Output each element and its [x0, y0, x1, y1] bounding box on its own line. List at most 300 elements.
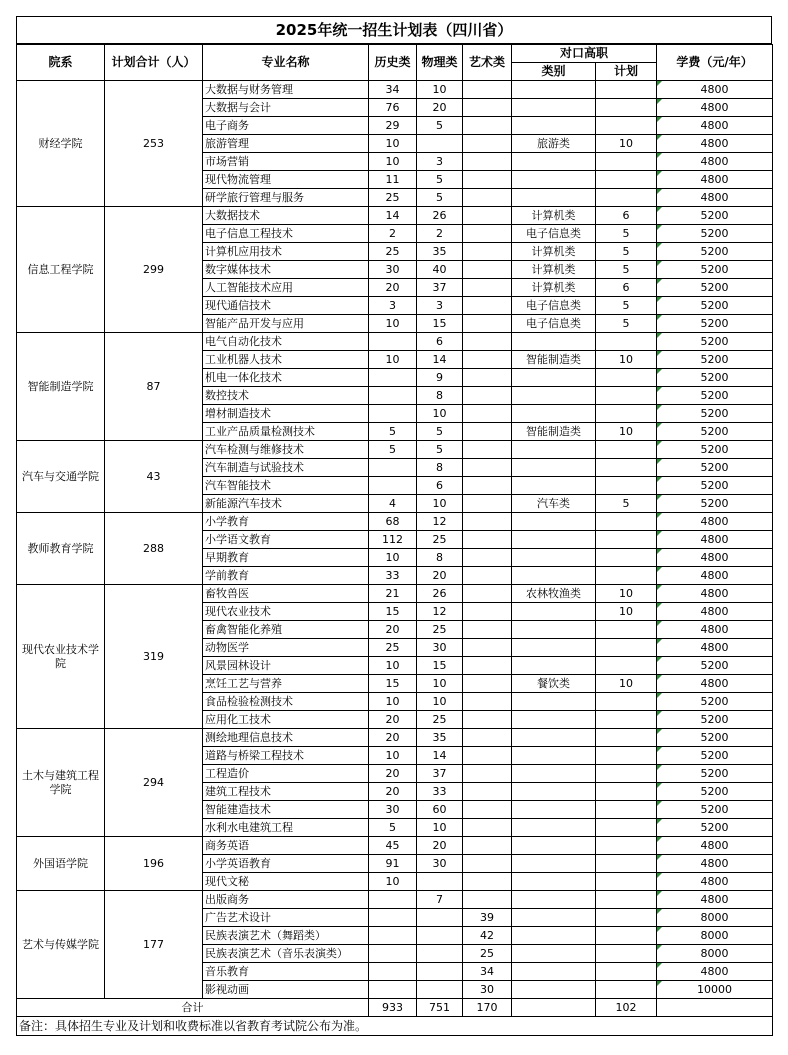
voc-type — [512, 783, 596, 801]
tuition-fee: 4800 — [657, 639, 773, 657]
college-total: 294 — [105, 729, 203, 837]
voc-plan — [596, 117, 657, 135]
physics-count: 9 — [417, 369, 463, 387]
tuition-fee: 5200 — [657, 819, 773, 837]
art-count — [463, 153, 512, 171]
physics-count — [417, 945, 463, 963]
physics-count — [417, 909, 463, 927]
table-row — [17, 729, 773, 747]
history-count — [369, 909, 417, 927]
voc-type — [512, 657, 596, 675]
physics-count: 8 — [417, 387, 463, 405]
history-count: 30 — [369, 801, 417, 819]
major-name: 智能建造技术 — [203, 801, 369, 819]
tuition-fee: 5200 — [657, 459, 773, 477]
physics-count: 6 — [417, 477, 463, 495]
history-count: 3 — [369, 297, 417, 315]
art-count — [463, 873, 512, 891]
physics-count: 5 — [417, 171, 463, 189]
tuition-fee: 5200 — [657, 711, 773, 729]
college-total: 196 — [105, 837, 203, 891]
voc-type — [512, 801, 596, 819]
physics-count: 3 — [417, 153, 463, 171]
art-count — [463, 675, 512, 693]
history-count: 10 — [369, 351, 417, 369]
voc-type — [512, 729, 596, 747]
physics-count — [417, 927, 463, 945]
physics-count: 2 — [417, 225, 463, 243]
major-name: 广告艺术设计 — [203, 909, 369, 927]
history-count: 112 — [369, 531, 417, 549]
voc-type: 智能制造类 — [512, 423, 596, 441]
art-count — [463, 747, 512, 765]
header-vocational: 对口高职 — [512, 45, 657, 63]
college-name: 教师教育学院 — [17, 513, 105, 585]
tuition-fee: 4800 — [657, 531, 773, 549]
physics-count — [417, 873, 463, 891]
physics-count: 5 — [417, 441, 463, 459]
tuition-fee: 5200 — [657, 747, 773, 765]
voc-plan — [596, 729, 657, 747]
physics-count: 10 — [417, 405, 463, 423]
physics-count: 3 — [417, 297, 463, 315]
art-count — [463, 783, 512, 801]
art-count — [463, 315, 512, 333]
art-count — [463, 621, 512, 639]
history-count: 10 — [369, 135, 417, 153]
physics-count: 10 — [417, 819, 463, 837]
art-count — [463, 279, 512, 297]
voc-plan — [596, 711, 657, 729]
physics-count: 35 — [417, 729, 463, 747]
physics-count: 30 — [417, 855, 463, 873]
art-count — [463, 387, 512, 405]
table-row — [17, 441, 773, 459]
history-count: 11 — [369, 171, 417, 189]
art-count — [463, 531, 512, 549]
history-count: 15 — [369, 603, 417, 621]
voc-type — [512, 549, 596, 567]
voc-plan — [596, 405, 657, 423]
history-count: 5 — [369, 441, 417, 459]
physics-count: 12 — [417, 603, 463, 621]
art-count — [463, 351, 512, 369]
history-count — [369, 927, 417, 945]
voc-type — [512, 963, 596, 981]
art-count — [463, 207, 512, 225]
physics-count: 7 — [417, 891, 463, 909]
voc-type — [512, 99, 596, 117]
art-count — [463, 693, 512, 711]
college-name: 财经学院 — [17, 81, 105, 207]
art-count — [463, 567, 512, 585]
voc-plan — [596, 945, 657, 963]
header-plan-total: 计划合计（人） — [105, 45, 203, 81]
totals-label: 合计 — [17, 999, 369, 1017]
table-row — [17, 585, 773, 603]
history-count: 10 — [369, 747, 417, 765]
tuition-fee: 4800 — [657, 675, 773, 693]
physics-count: 6 — [417, 333, 463, 351]
major-name: 测绘地理信息技术 — [203, 729, 369, 747]
major-name: 现代农业技术 — [203, 603, 369, 621]
physics-count: 10 — [417, 675, 463, 693]
tuition-fee: 4800 — [657, 855, 773, 873]
history-count: 45 — [369, 837, 417, 855]
tuition-fee: 5200 — [657, 765, 773, 783]
major-name: 建筑工程技术 — [203, 783, 369, 801]
physics-count: 40 — [417, 261, 463, 279]
major-name: 现代文秘 — [203, 873, 369, 891]
history-count: 10 — [369, 873, 417, 891]
voc-type: 电子信息类 — [512, 315, 596, 333]
art-count — [463, 711, 512, 729]
history-count: 5 — [369, 819, 417, 837]
voc-plan — [596, 441, 657, 459]
voc-plan: 10 — [596, 603, 657, 621]
tuition-fee: 4800 — [657, 81, 773, 99]
physics-count: 10 — [417, 81, 463, 99]
major-name: 影视动画 — [203, 981, 369, 999]
table-row — [17, 333, 773, 351]
physics-count: 26 — [417, 585, 463, 603]
art-count — [463, 585, 512, 603]
art-count — [463, 765, 512, 783]
major-name: 早期教育 — [203, 549, 369, 567]
art-count — [463, 639, 512, 657]
footnote: 备注：具体招生专业及计划和收费标准以省教育考试院公布为准。 — [17, 1017, 773, 1036]
history-count: 91 — [369, 855, 417, 873]
voc-plan — [596, 171, 657, 189]
totals-physics: 751 — [417, 999, 463, 1017]
tuition-fee: 5200 — [657, 387, 773, 405]
voc-type: 汽车类 — [512, 495, 596, 513]
tuition-fee: 8000 — [657, 927, 773, 945]
history-count: 20 — [369, 621, 417, 639]
header-voc-plan: 计划 — [596, 63, 657, 81]
major-name: 畜禽智能化养殖 — [203, 621, 369, 639]
college-total: 43 — [105, 441, 203, 513]
tuition-fee: 4800 — [657, 603, 773, 621]
tuition-fee: 4800 — [657, 171, 773, 189]
tuition-fee: 4800 — [657, 189, 773, 207]
history-count — [369, 405, 417, 423]
art-count — [463, 603, 512, 621]
major-name: 电子信息工程技术 — [203, 225, 369, 243]
art-count — [463, 369, 512, 387]
major-name: 大数据与财务管理 — [203, 81, 369, 99]
major-name: 人工智能技术应用 — [203, 279, 369, 297]
voc-plan — [596, 783, 657, 801]
physics-count: 33 — [417, 783, 463, 801]
voc-type — [512, 369, 596, 387]
physics-count: 14 — [417, 351, 463, 369]
voc-plan: 10 — [596, 675, 657, 693]
tuition-fee: 5200 — [657, 315, 773, 333]
art-count — [463, 81, 512, 99]
tuition-fee: 4800 — [657, 135, 773, 153]
major-name: 数字媒体技术 — [203, 261, 369, 279]
history-count: 20 — [369, 783, 417, 801]
art-count — [463, 441, 512, 459]
tuition-fee: 4800 — [657, 153, 773, 171]
voc-type: 计算机类 — [512, 207, 596, 225]
header-physics: 物理类 — [417, 45, 463, 81]
voc-plan: 10 — [596, 351, 657, 369]
physics-count: 8 — [417, 459, 463, 477]
tuition-fee: 5200 — [657, 369, 773, 387]
voc-plan: 10 — [596, 423, 657, 441]
header-fee: 学费（元/年） — [657, 45, 773, 81]
art-count — [463, 99, 512, 117]
voc-type — [512, 603, 596, 621]
voc-type — [512, 837, 596, 855]
voc-plan — [596, 819, 657, 837]
voc-type — [512, 873, 596, 891]
art-count — [463, 189, 512, 207]
history-count: 15 — [369, 675, 417, 693]
art-count: 34 — [463, 963, 512, 981]
voc-type — [512, 513, 596, 531]
voc-type: 计算机类 — [512, 261, 596, 279]
art-count — [463, 891, 512, 909]
history-count: 25 — [369, 639, 417, 657]
totals-history: 933 — [369, 999, 417, 1017]
tuition-fee: 5200 — [657, 441, 773, 459]
voc-plan — [596, 189, 657, 207]
voc-plan — [596, 153, 657, 171]
art-count — [463, 171, 512, 189]
totals-fee — [657, 999, 773, 1017]
art-count — [463, 297, 512, 315]
history-count — [369, 369, 417, 387]
history-count: 14 — [369, 207, 417, 225]
tuition-fee: 5200 — [657, 405, 773, 423]
tuition-fee: 5200 — [657, 261, 773, 279]
physics-count: 25 — [417, 711, 463, 729]
history-count: 33 — [369, 567, 417, 585]
tuition-fee: 4800 — [657, 117, 773, 135]
header-major: 专业名称 — [203, 45, 369, 81]
art-count — [463, 855, 512, 873]
art-count — [463, 495, 512, 513]
tuition-fee: 10000 — [657, 981, 773, 999]
major-name: 小学英语教育 — [203, 855, 369, 873]
voc-plan: 5 — [596, 297, 657, 315]
art-count: 30 — [463, 981, 512, 999]
voc-plan: 6 — [596, 279, 657, 297]
physics-count: 5 — [417, 189, 463, 207]
art-count — [463, 117, 512, 135]
college-total: 87 — [105, 333, 203, 441]
college-total: 299 — [105, 207, 203, 333]
physics-count: 25 — [417, 531, 463, 549]
physics-count: 20 — [417, 99, 463, 117]
art-count — [463, 423, 512, 441]
voc-plan — [596, 639, 657, 657]
voc-plan — [596, 369, 657, 387]
tuition-fee: 5200 — [657, 423, 773, 441]
tuition-fee: 4800 — [657, 891, 773, 909]
voc-plan — [596, 477, 657, 495]
voc-plan — [596, 855, 657, 873]
tuition-fee: 5200 — [657, 693, 773, 711]
physics-count — [417, 963, 463, 981]
history-count: 20 — [369, 765, 417, 783]
major-name: 风景园林设计 — [203, 657, 369, 675]
history-count: 76 — [369, 99, 417, 117]
voc-type — [512, 387, 596, 405]
major-name: 汽车检测与维修技术 — [203, 441, 369, 459]
college-name: 信息工程学院 — [17, 207, 105, 333]
major-name: 新能源汽车技术 — [203, 495, 369, 513]
major-name: 计算机应用技术 — [203, 243, 369, 261]
physics-count: 25 — [417, 621, 463, 639]
major-name: 增材制造技术 — [203, 405, 369, 423]
voc-plan — [596, 333, 657, 351]
history-count: 20 — [369, 711, 417, 729]
voc-type — [512, 189, 596, 207]
totals-voc-plan: 102 — [596, 999, 657, 1017]
college-name: 汽车与交通学院 — [17, 441, 105, 513]
major-name: 电子商务 — [203, 117, 369, 135]
history-count: 5 — [369, 423, 417, 441]
voc-type: 农林牧渔类 — [512, 585, 596, 603]
major-name: 烹饪工艺与营养 — [203, 675, 369, 693]
tuition-fee: 4800 — [657, 963, 773, 981]
table-row — [17, 513, 773, 531]
voc-plan — [596, 387, 657, 405]
voc-type — [512, 333, 596, 351]
voc-type — [512, 621, 596, 639]
table-row — [17, 891, 773, 909]
voc-type: 电子信息类 — [512, 297, 596, 315]
plan-table-body — [17, 81, 773, 999]
art-count — [463, 243, 512, 261]
voc-plan — [596, 531, 657, 549]
major-name: 电气自动化技术 — [203, 333, 369, 351]
art-count: 42 — [463, 927, 512, 945]
physics-count: 30 — [417, 639, 463, 657]
voc-type — [512, 747, 596, 765]
voc-plan — [596, 657, 657, 675]
voc-plan — [596, 567, 657, 585]
voc-plan: 10 — [596, 135, 657, 153]
voc-type — [512, 855, 596, 873]
major-name: 研学旅行管理与服务 — [203, 189, 369, 207]
table-row — [17, 81, 773, 99]
history-count — [369, 981, 417, 999]
major-name: 学前教育 — [203, 567, 369, 585]
history-count: 2 — [369, 225, 417, 243]
major-name: 工业机器人技术 — [203, 351, 369, 369]
voc-type — [512, 117, 596, 135]
voc-plan — [596, 837, 657, 855]
voc-plan: 5 — [596, 261, 657, 279]
major-name: 畜牧兽医 — [203, 585, 369, 603]
plan-table — [16, 44, 773, 1036]
history-count — [369, 459, 417, 477]
voc-plan — [596, 459, 657, 477]
voc-type — [512, 567, 596, 585]
tuition-fee: 8000 — [657, 945, 773, 963]
voc-type — [512, 477, 596, 495]
physics-count: 5 — [417, 423, 463, 441]
art-count — [463, 729, 512, 747]
plan-sheet — [16, 16, 772, 1036]
major-name: 动物医学 — [203, 639, 369, 657]
voc-type — [512, 441, 596, 459]
major-name: 商务英语 — [203, 837, 369, 855]
voc-type — [512, 981, 596, 999]
tuition-fee: 5200 — [657, 729, 773, 747]
major-name: 工业产品质量检测技术 — [203, 423, 369, 441]
voc-plan: 5 — [596, 243, 657, 261]
major-name: 市场营销 — [203, 153, 369, 171]
totals-row — [17, 999, 773, 1017]
physics-count: 8 — [417, 549, 463, 567]
history-count: 4 — [369, 495, 417, 513]
art-count — [463, 819, 512, 837]
art-count — [463, 405, 512, 423]
voc-type — [512, 531, 596, 549]
major-name: 小学语文教育 — [203, 531, 369, 549]
physics-count: 5 — [417, 117, 463, 135]
major-name: 智能产品开发与应用 — [203, 315, 369, 333]
header-history: 历史类 — [369, 45, 417, 81]
voc-type — [512, 765, 596, 783]
physics-count — [417, 981, 463, 999]
history-count: 20 — [369, 279, 417, 297]
physics-count: 10 — [417, 495, 463, 513]
tuition-fee: 5200 — [657, 351, 773, 369]
voc-type: 餐饮类 — [512, 675, 596, 693]
voc-type — [512, 945, 596, 963]
history-count — [369, 891, 417, 909]
voc-type — [512, 171, 596, 189]
physics-count — [417, 135, 463, 153]
art-count: 25 — [463, 945, 512, 963]
physics-count: 20 — [417, 837, 463, 855]
college-total: 288 — [105, 513, 203, 585]
voc-type: 智能制造类 — [512, 351, 596, 369]
college-name: 现代农业技术学院 — [17, 585, 105, 729]
college-name: 智能制造学院 — [17, 333, 105, 441]
art-count — [463, 549, 512, 567]
art-count — [463, 837, 512, 855]
art-count — [463, 333, 512, 351]
tuition-fee: 5200 — [657, 783, 773, 801]
physics-count: 37 — [417, 765, 463, 783]
college-name: 土木与建筑工程学院 — [17, 729, 105, 837]
history-count — [369, 387, 417, 405]
header-art: 艺术类 — [463, 45, 512, 81]
history-count: 30 — [369, 261, 417, 279]
voc-type — [512, 405, 596, 423]
tuition-fee: 4800 — [657, 567, 773, 585]
physics-count: 37 — [417, 279, 463, 297]
history-count: 10 — [369, 153, 417, 171]
tuition-fee: 5200 — [657, 207, 773, 225]
art-count — [463, 801, 512, 819]
voc-type — [512, 909, 596, 927]
major-name: 出版商务 — [203, 891, 369, 909]
physics-count: 10 — [417, 693, 463, 711]
major-name: 民族表演艺术（音乐表演类） — [203, 945, 369, 963]
voc-plan — [596, 513, 657, 531]
physics-count: 20 — [417, 567, 463, 585]
tuition-fee: 5200 — [657, 477, 773, 495]
